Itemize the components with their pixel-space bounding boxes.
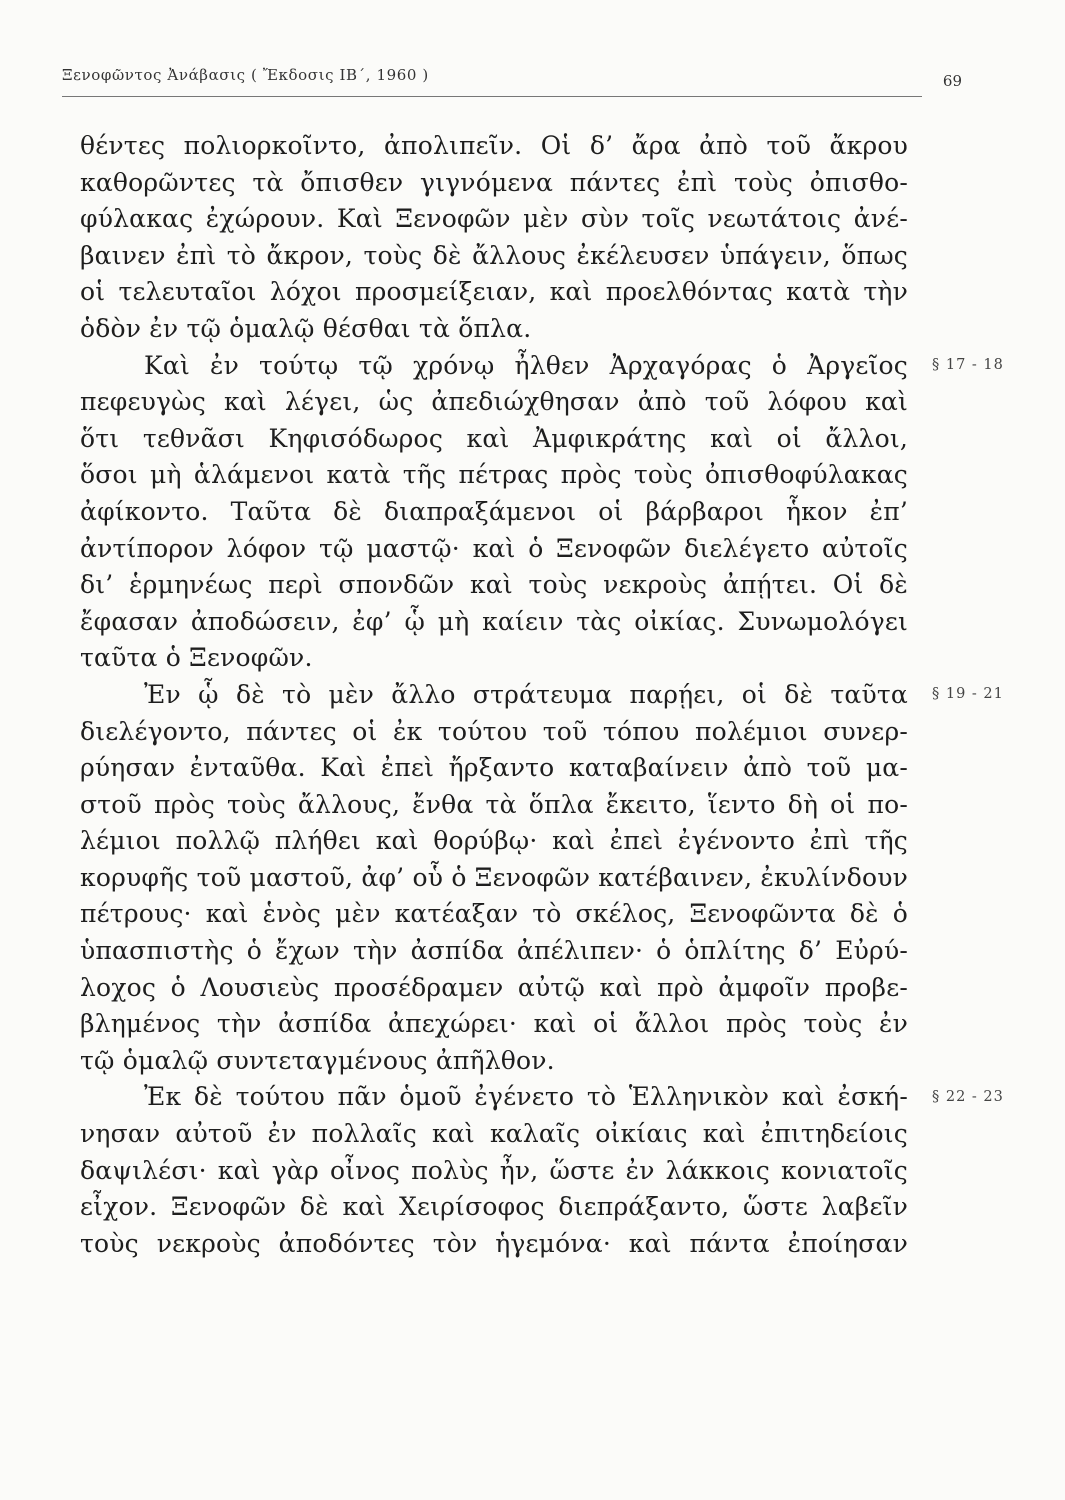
text-line: τῷ ὁμαλῷ συντεταγμένους ἀπῆλθον. <box>80 1045 555 1075</box>
text-line: ὅσοι μὴ ἁλάμενοι κατὰ τῆς πέτρας πρὸς τοὺς ὀπισθοφύλακας <box>80 460 908 490</box>
text-line: λέμιοι πολλῷ πλήθει καὶ θορύβῳ· καὶ ἐπεὶ ἐγένοντο ἐπὶ τῆς <box>80 826 908 856</box>
text-line: Ἐν ᾧ δὲ τὸ μὲν ἄλλο στράτευμα παρῄει, οἱ δὲ ταῦτα <box>144 679 908 709</box>
text-line: φύλακας ἐχώρουν. Καὶ Ξενοφῶν μὲν σὺν τοῖς νεωτάτοις ἀνέ- <box>80 204 908 234</box>
section-marginal-note: § 17 - 18 <box>932 356 1004 373</box>
text-line: ρύησαν ἐνταῦθα. Καὶ ἐπεὶ ἤρξαντο καταβαίνειν ἀπὸ τοῦ μα- <box>80 753 908 783</box>
running-head: Ξενοφῶντος Ἀνάβασις ( Ἔκδοσις ΙΒ΄, 1960 ) <box>62 66 429 84</box>
text-line: ὅτι τεθνᾶσι Κηφισόδωρος καὶ Ἀμφικράτης καὶ οἱ ἄλλοι, <box>80 423 908 453</box>
text-line: ὑπασπιστὴς ὁ ἔχων τὴν ἀσπίδα ἀπέλιπεν· ὁ ὁπλίτης δ’ Εὐρύ- <box>80 936 908 966</box>
text-line: βλημένος τὴν ἀσπίδα ἀπεχώρει· καὶ οἱ ἄλλοι πρὸς τοὺς ἐν <box>80 1009 908 1039</box>
text-line: Ἐκ δὲ τούτου πᾶν ὁμοῦ ἐγένετο τὸ Ἑλληνικὸν καὶ ἐσκή- <box>144 1082 908 1112</box>
text-line: κορυφῆς τοῦ μαστοῦ, ἀφ’ οὗ ὁ Ξενοφῶν κατέβαινεν, ἐκυλίνδουν <box>80 862 908 892</box>
text-line: στοῦ πρὸς τοὺς ἄλλους, ἔνθα τὰ ὅπλα ἔκειτο, ἵεντο δὴ οἱ πο- <box>80 789 908 819</box>
text-line: ἔφασαν ἀποδώσειν, ἐφ’ ᾧ μὴ καίειν τὰς οἰκίας. Συνωμολόγει <box>80 606 908 636</box>
text-line: εἶχον. Ξενοφῶν δὲ καὶ Χειρίσοφος διεπράξαντο, ὥστε λαβεῖν <box>80 1192 908 1222</box>
section-marginal-note: § 22 - 23 <box>932 1088 1004 1105</box>
text-line: δι’ ἑρμηνέως περὶ σπονδῶν καὶ τοὺς νεκροὺς ἀπῄτει. Οἱ δὲ <box>80 570 908 600</box>
text-line: καθορῶντες τὰ ὄπισθεν γιγνόμενα πάντες ἐπὶ τοὺς ὀπισθο- <box>80 167 908 197</box>
section-marginal-note: § 19 - 21 <box>932 686 1004 702</box>
text-line: διελέγοντο, πάντες οἱ ἐκ τούτου τοῦ τόπου πολέμιοι συνερ- <box>80 716 908 746</box>
text-line: δαψιλέσι· καὶ γὰρ οἶνος πολὺς ἦν, ὥστε ἐν λάκκοις κονιατοῖς <box>80 1155 908 1185</box>
text-line: πέτρους· καὶ ἑνὸς μὲν κατέαξαν τὸ σκέλος, Ξενοφῶντα δὲ ὁ <box>80 899 908 929</box>
text-line: τοὺς νεκροὺς ἀποδόντες τὸν ἡγεμόνα· καὶ πάντα ἐποίησαν <box>80 1228 908 1258</box>
text-line: θέντες πολιορκοῖντο, ἀπολιπεῖν. Οἱ δ’ ἄρα ἀπὸ τοῦ ἄκρου <box>80 131 908 160</box>
page-header <box>62 66 962 92</box>
text-line: ἀντίπορον λόφον τῷ μαστῷ· καὶ ὁ Ξενοφῶν διελέγετο αὐτοῖς <box>80 533 908 563</box>
text-line: οἱ τελευταῖοι λόχοι προσμείξειαν, καὶ προελθόντας κατὰ τὴν <box>80 277 908 307</box>
text-line: Καὶ ἐν τούτῳ τῷ χρόνῳ ἦλθεν Ἀρχαγόρας ὁ Ἀργεῖος <box>144 350 908 380</box>
text-line: ὁδὸν ἐν τῷ ὁμαλῷ θέσθαι τὰ ὅπλα. <box>80 313 532 343</box>
header-rule <box>62 96 922 97</box>
text-line: βαινεν ἐπὶ τὸ ἄκρον, τοὺς δὲ ἄλλους ἐκέλευσεν ὑπάγειν, ὅπως <box>80 240 908 270</box>
body-text <box>80 128 1004 1262</box>
page-number: 69 <box>942 72 962 90</box>
text-line: ἀφίκοντο. Ταῦτα δὲ διαπραξάμενοι οἱ βάρβαροι ἧκον ἐπ’ <box>80 496 908 526</box>
text-line: νησαν αὐτοῦ ἐν πολλαῖς καὶ καλαῖς οἰκίαις καὶ ἐπιτηδείοις <box>80 1119 908 1149</box>
text-line: λοχος ὁ Λουσιεὺς προσέδραμεν αὐτῷ καὶ πρὸ ἀμφοῖν προβε- <box>80 972 908 1002</box>
text-line: ταῦτα ὁ Ξενοφῶν. <box>80 643 313 673</box>
text-line: πεφευγὼς καὶ λέγει, ὡς ἀπεδιώχθησαν ἀπὸ τοῦ λόφου καὶ <box>80 387 908 417</box>
